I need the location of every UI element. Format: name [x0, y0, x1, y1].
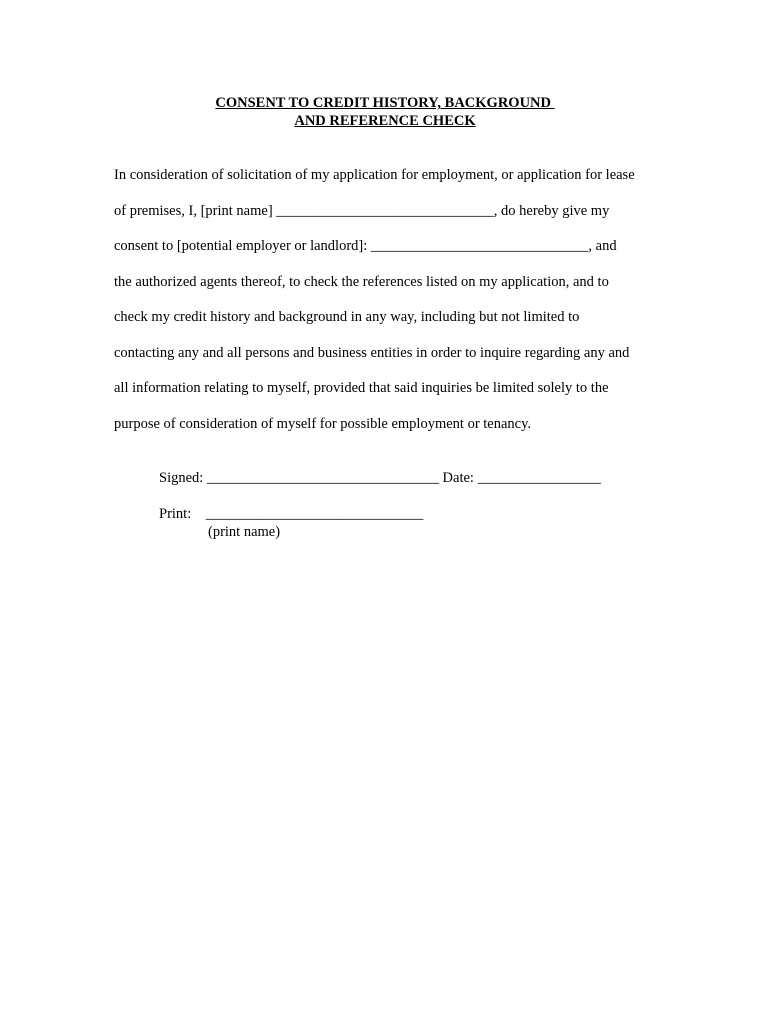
print-name-line: Print: ______________________________	[159, 506, 424, 522]
body-line: purpose of consideration of myself for possible employment or tenancy.	[114, 416, 532, 432]
body-line: all information relating to myself, provided that said inquiries be limited solely to the	[114, 380, 609, 396]
body-line: contacting any and all persons and business entities in order to inquire regarding any and	[114, 345, 630, 361]
body-line: consent to [potential employer or landlord]: ______________________________, and	[114, 238, 617, 254]
document-title-line-1: CONSENT TO CREDIT HISTORY, BACKGROUND	[215, 95, 555, 111]
document-title-line-2: AND REFERENCE CHECK	[294, 113, 476, 129]
print-name-caption: (print name)	[208, 524, 281, 540]
body-line: In consideration of solicitation of my application for employment, or application for lease	[114, 167, 635, 183]
body-line: check my credit history and background in any way, including but not limited to	[114, 309, 580, 325]
body-line: the authorized agents thereof, to check the references listed on my application, and to	[114, 274, 609, 290]
signature-date-line: Signed: ________________________________ Date: _________________	[159, 470, 601, 486]
body-line: of premises, I, [print name] ______________________________, do hereby give my	[114, 203, 610, 219]
